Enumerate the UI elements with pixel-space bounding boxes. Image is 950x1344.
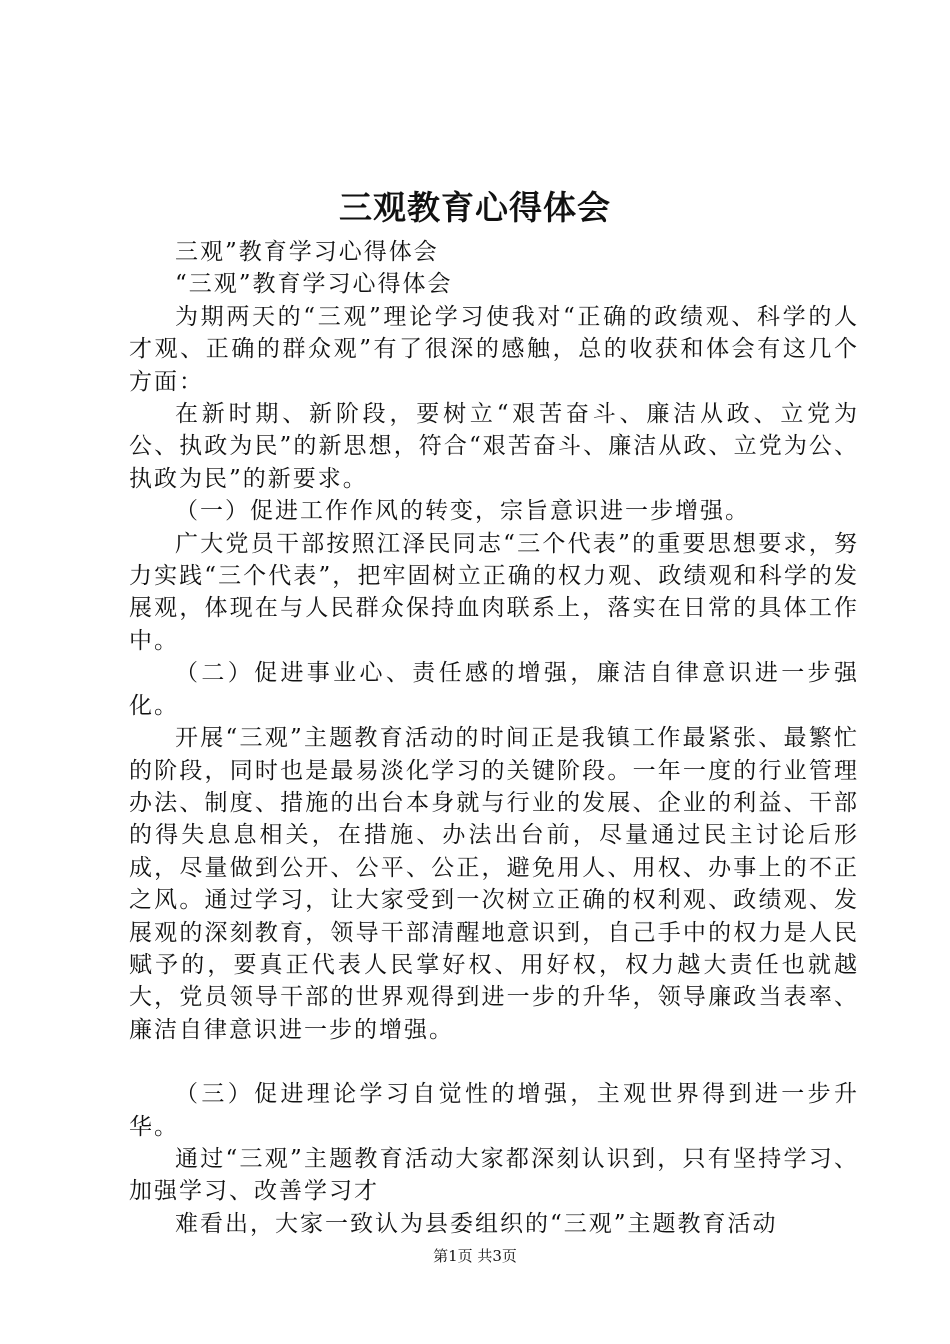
page-footer: 第1页 共3页 (433, 1247, 517, 1265)
document-body (129, 236, 859, 1240)
paragraph: （三）促进理论学习自觉性的增强，主观世界得到进一步升华。 (129, 1081, 859, 1140)
paragraph: 为期两天的“三观”理论学习使我对“正确的政绩观、科学的人才观、正确的群众观”有了很深的感触，总的收获和体会有这几个方面： (129, 303, 859, 395)
paragraph: 在新时期、新阶段，要树立“艰苦奋斗、廉洁从政、立党为公、执政为民”的新思想，符合“艰苦奋斗、廉洁从政、立党为公、执政为民”的新要求。 (129, 401, 859, 492)
paragraph: 难看出，大家一致认为县委组织的“三观”主题教育活动 (175, 1210, 778, 1237)
paragraph: （一）促进工作作风的转变，宗旨意识进一步增强。 (175, 498, 750, 525)
paragraph: 三观”教育学习心得体会 (175, 239, 439, 265)
paragraph: “三观”教育学习心得体会 (175, 271, 453, 298)
paragraph: 通过“三观”主题教育活动大家都深刻认识到，只有坚持学习、加强学习、改善学习才 (129, 1145, 859, 1205)
paragraph: （二）促进事业心、责任感的增强，廉洁自律意识进一步强化。 (129, 660, 859, 719)
document-title: 三观教育心得体会 (339, 188, 611, 227)
paragraph: 广大党员干部按照江泽民同志“三个代表”的重要思想要求，努力实践“三个代表”，把牢固树立正确的权力观、政绩观和科学的发展观，体现在与人民群众保持血肉联系上，落实在日常的具体工作中。 (129, 530, 859, 654)
paragraph: 开展“三观”主题教育活动的时间正是我镇工作最紧张、最繁忙的阶段，同时也是最易淡化学习的关键阶段。一年一度的行业管理办法、制度、措施的出台本身就与行业的发展、企业的利益、干部的得失息息相关，在措施、办法出台前，尽量通过民主讨论后形成，尽量做到公开、公平、公正，避免用人、用权、办事上的不正之风。通过学习，让大家受到一次树立正确的权利观、政绩观、发展观的深刻教育，领导干部清醒地意识到，自己手中的权力是人民赋予的，要真正代表人民掌好权、用好权，权力越大责任也就越大，党员领导干部的世界观得到进一步的升华，领导廉政当表率、廉洁自律意识进一步的增强。 (129, 725, 859, 1043)
